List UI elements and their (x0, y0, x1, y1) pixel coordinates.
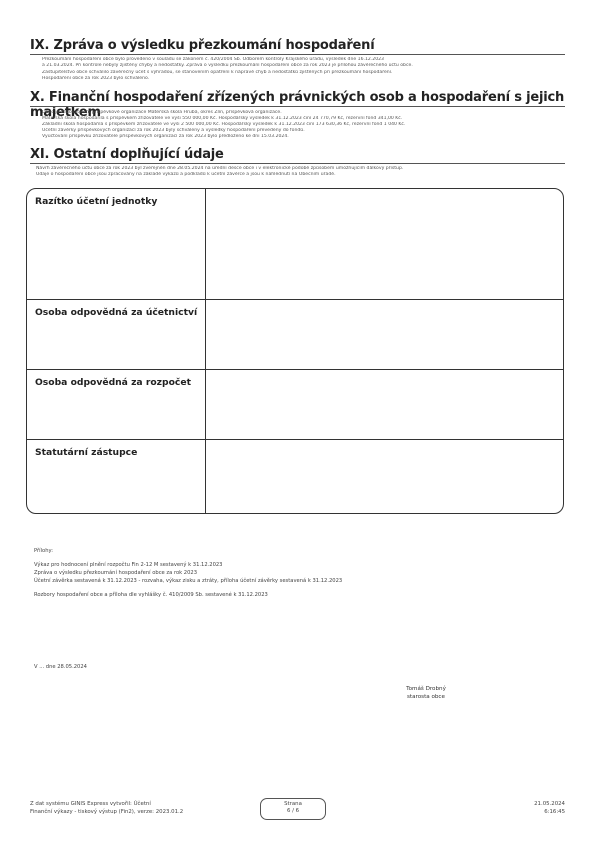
attachments-label: Přílohy: (34, 548, 53, 554)
table-divider-vertical (205, 189, 206, 513)
section-ix-rule (30, 54, 565, 55)
attachment-item: Účetní závěrka sestavená k 31.12.2023 - rozvaha, výkaz zisku a ztráty, příloha účetní závěrky sestavená k 31.12.2023 (34, 578, 343, 584)
section-x-title: X. Finanční hospodaření zřízených právnických osob a hospodaření s jejich majetkem (30, 90, 565, 120)
page-label: Strana (284, 801, 302, 807)
attachment-item: Výkaz pro hodnocení plnění rozpočtu Fin 2-12 M sestavený k 31.12.2023 (34, 562, 223, 568)
signature-table (26, 188, 564, 514)
table-divider (27, 299, 563, 300)
table-divider (27, 439, 563, 440)
section-x-line: Obec je zřizovatelem příspěvkové organizace Mateřská škola Hrubá, okres Zlín, příspěvková organizace. (42, 110, 282, 115)
section-xi-line: Údaje o hospodaření obce jsou zpracovány na základě výkazů a podkladů k účetní závěrce a jsou k nahlédnutí na Obecním úřadě. (36, 172, 336, 177)
attachment-item: Rozbory hospodaření obce a příloha dle vyhlášky č. 410/2009 Sb. sestavené k 31.12.2023 (34, 592, 268, 598)
statutory-representative-label: Statutární zástupce (35, 447, 138, 458)
section-x-line: Účetní závěrky příspěvkových organizací za rok 2023 byly schváleny a výsledky hospodaření převedeny do fondů. (42, 128, 305, 133)
footer-date: 21.05.2024 (534, 801, 565, 807)
section-ix-line: Hospodaření obce za rok 2023 bylo schváleno. (42, 76, 150, 81)
section-ix-line: Přezkoumání hospodaření obce bylo provedeno v souladu se zákonem č. 420/2004 Sb. Odborem kontroly Krajského úřadu, výsledek dne 16.12.2023 (42, 57, 384, 62)
accounting-person-label: Osoba odpovědná za účetnictví (35, 307, 198, 318)
attachment-item: Zpráva o výsledku přezkoumání hospodaření obce za rok 2023 (34, 570, 197, 576)
section-xi-title: XI. Ostatní doplňující údaje (30, 147, 224, 162)
footer-time: 6:16:45 (544, 809, 565, 815)
budget-person-label: Osoba odpovědná za rozpočet (35, 377, 191, 388)
section-ix-line: a 21.03.2024. Při kontrole nebyly zjištěny chyby a nedostatky. Zpráva o výsledku přezkoumání hospodaření obce za rok 2023 je přílohou závěrečného účtu obce. (42, 63, 413, 68)
footer-left-line: Z dat systému GINIS Express vytvořil: Účetní (30, 801, 151, 807)
stamp-label: Razítko účetní jednotky (35, 196, 158, 207)
signatory-role: starosta obce (407, 694, 445, 700)
section-ix-title: IX. Zpráva o výsledku přezkoumání hospodaření (30, 38, 375, 53)
signatory-name: Tomáš Drobný (406, 686, 446, 692)
page-indicator (260, 798, 326, 820)
date-place: V ... dne 28.05.2024 (34, 664, 87, 670)
section-xi-line: Návrh závěrečného účtu obce za rok 2023 byl zveřejněn dne 28.05.2024 na úřední desce obce i v elektronické podobě způsobem umožňujícím dálkový přístup. (36, 166, 404, 171)
section-x-rule (30, 106, 565, 107)
section-x-line: Základní škola hospodařila s příspěvkem zřizovatele ve výši 2 500 000,00 Kč. Hospodářský výsledek k 31.12.2023 činí 173 630,36 Kč, rezervní fond 1 040 Kč. (42, 122, 406, 127)
footer-left-line: Finanční výkazy - tiskový výstup (Fin2), verze: 2023.01.2 (30, 809, 184, 815)
section-ix-line: Zastupitelstvo obce schválilo závěrečný účet s výhradou, se stanovením opatření k nápravě chyb a nedostatků zjištěných při přezkoumání hospodaření. (42, 70, 393, 75)
section-x-line: Mateřská škola hospodařila s příspěvkem zřizovatele ve výši 550 000,00 Kč. Hospodářský výsledek k 31.12.2023 činí 24 770,79 Kč, rezervní fond 341,00 Kč. (42, 116, 403, 121)
section-xi-rule (30, 163, 565, 164)
section-x-line: Vyúčtování příspěvku zřizovatele příspěvkových organizací za rok 2023 bylo předloženo ke dni 15.03.2024. (42, 134, 289, 139)
table-divider (27, 369, 563, 370)
page-number: 6 / 6 (286, 808, 300, 814)
